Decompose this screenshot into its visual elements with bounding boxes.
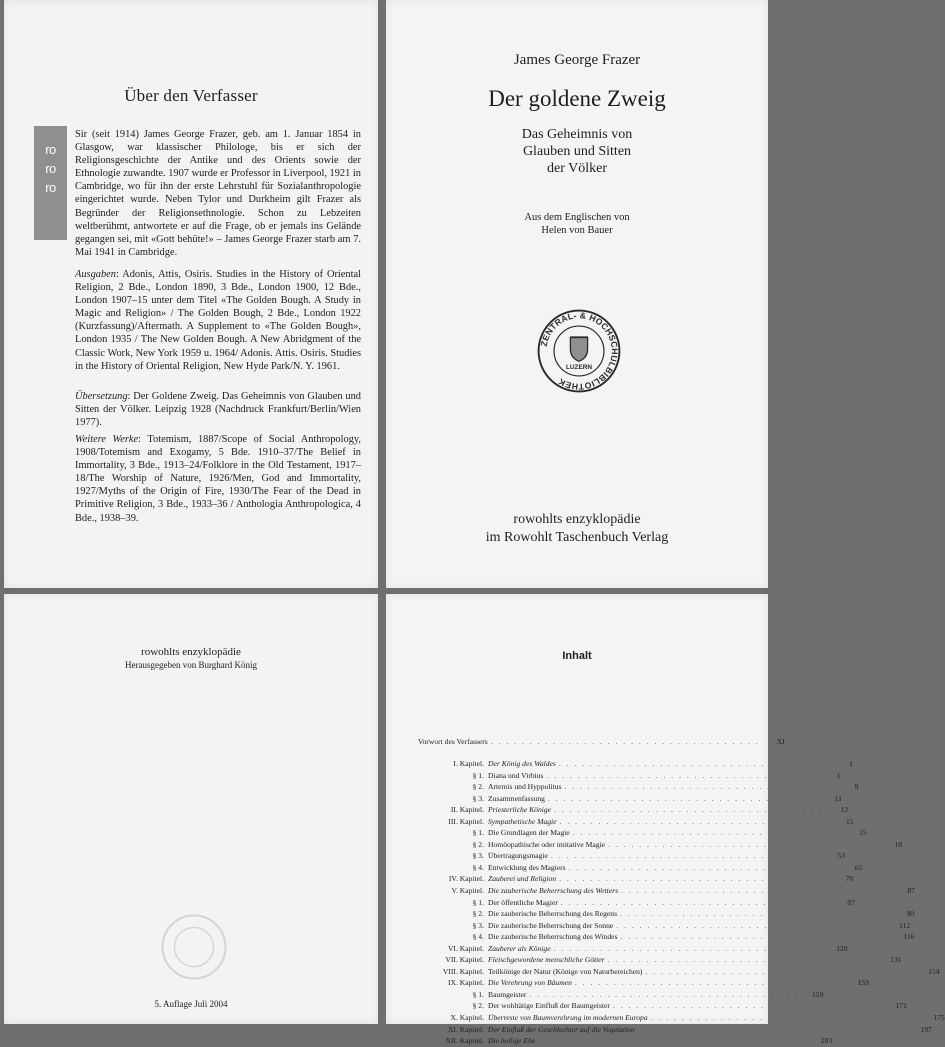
toc-leader: . . . . . . . . . . . . . . . . . . . . . . . . . . . . . . . . . . .: [612, 1001, 882, 1011]
translation-paragraph: [75, 390, 361, 429]
author-biography: Sir (seit 1914) James George Frazer, geb. am 1. Januar 1854 in Glasgow, war klassischer Philologe, bis er sich der Religionsgeschichte der Antike und des Orients sowie der Ethnologie zuwandte. 1907 wurde er Professor in Liverpool, 1921 in Cambridge, wo für ihn der erste Lehrstuhl für Sozialanthropologie eingerichtet wurde. Neben Tylor und Durkheim gilt Frazer als Begründer der Religionsethnologie. Schon zu Lebzeiten weltberühmt, antwortete er auf die Frage, ob er jemals ins Gelände gegangen sei, mit «Gott behüte!» – James George Frazer starb am 7. Mai 1941 in Cambridge.: [75, 129, 361, 258]
toc-entry-label: § 2.: [472, 782, 484, 792]
toc-entry-title: Artemis und Hyppolitus: [488, 782, 562, 792]
toc-entry-title: Überreste von Baumverehrung im modernen Europa: [488, 1013, 648, 1023]
toc-leader: . . . . . . . . . . . . . . . . . . . . . . . . . . . . . . . . . . .: [546, 770, 816, 780]
page-about-author: [4, 0, 378, 588]
publisher-line: im Rowohlt Taschenbuch Verlag: [485, 530, 669, 545]
toc-leader: . . . . . . . . . . . . . . . . . . . . . . . . . . . . . . . . . . .: [620, 932, 890, 942]
toc-entry-title: Übertragungsmagie: [488, 851, 548, 861]
toc-entry-page: 203: [820, 1036, 833, 1046]
toc-entry-page: 53: [837, 851, 845, 861]
editions-paragraph: [75, 268, 361, 373]
toc-entry-title: Diana und Virbius: [488, 770, 544, 780]
toc-leader: . . . . . . . . . . . . . . . . . . . . . . . . . . . . . . . . . . .: [608, 839, 878, 849]
toc-entry-label: § 1.: [472, 897, 484, 907]
toc-entry[interactable]: [418, 1035, 833, 1047]
toc-entry-label: III. Kapitel.: [448, 816, 484, 826]
toc-leader: . . . . . . . . . . . . . . . . . . . . . . . . . . . . . . . . . . .: [574, 978, 844, 988]
toc-entry-label: § 4.: [472, 862, 484, 872]
toc-leader: . . . . . . . . . . . . . . . . . . . . . . . . . . . . . . . . . . .: [607, 955, 877, 965]
toc-entry-label: VI. Kapitel.: [447, 943, 484, 953]
toc-entry-page: 1: [836, 770, 841, 780]
toc-entry[interactable]: [418, 804, 849, 816]
toc-entry-title: Der Einfluß der Geschlechter auf die Vegetation: [488, 1024, 635, 1034]
toc-preface-title: Vorwort des Verfassers: [418, 737, 488, 746]
library-stamp: [536, 308, 622, 394]
toc-entry-label: § 1.: [472, 989, 484, 999]
toc-entry-label: VIII. Kapitel.: [442, 966, 484, 976]
toc-entry[interactable]: [418, 897, 855, 909]
stamp-ring-text: ZENTRAL- & HOCHSCHULBIBLIOTHEK: [538, 310, 620, 392]
toc-entry-label: § 1.: [472, 828, 484, 838]
toc-entry-title: Homöopathische oder imitative Magie: [488, 839, 606, 849]
toc-entry-title: Zauberer als Könige: [488, 943, 551, 953]
toc-entry-label: § 4.: [472, 932, 484, 942]
toc-preface-row[interactable]: [418, 737, 785, 746]
publisher: [386, 511, 768, 547]
toc-leader: . . . . . . . . . . . . . . . . . . . . . . . . . . . . . . . . . . .: [529, 989, 799, 999]
toc-entry-title: Die Verehrung von Bäumen: [488, 978, 572, 988]
toc-entry-page: 12: [840, 805, 849, 815]
toc-entry-page: 159: [812, 989, 824, 999]
toc-entry-page: 87: [847, 897, 855, 907]
toc-entry-label: II. Kapitel.: [450, 805, 484, 815]
toc-entry-page: 11: [834, 793, 842, 803]
book-title: Der goldene Zweig: [488, 86, 666, 111]
toc-leader: . . . . . . . . . . . . . . . . . . . . . . . . . . . . . . . . . . .: [558, 759, 828, 768]
toc-entry-title: Der König des Waldes: [488, 759, 556, 768]
toc-entry-title: Der wohltätige Einfluß der Baumgeister: [488, 1001, 610, 1011]
toc-entry[interactable]: [418, 850, 845, 862]
toc-entry[interactable]: [418, 931, 915, 943]
toc-entry[interactable]: [418, 977, 869, 989]
toc-entry-label: § 3.: [472, 920, 484, 930]
toc-entry-title: Die zauberische Beherrschung des Wetters: [488, 886, 619, 896]
toc-entry-label: V. Kapitel.: [451, 886, 484, 896]
toc-entry-label: § 2.: [472, 909, 484, 919]
toc-entry-page: 159: [857, 978, 869, 988]
toc-entry[interactable]: [418, 793, 842, 805]
toc-entry[interactable]: [418, 827, 867, 839]
toc-entry-title: Die Grundlagen der Magie: [488, 828, 570, 838]
toc-leader: . . . . . . . . . . . . . . . . . . . . . . . . . . . . . . . . . . .: [553, 943, 823, 953]
series-editor: Herausgegeben von Burghard König: [124, 660, 258, 670]
toc-entry-page: 90: [906, 909, 915, 919]
works-text: : Totemism, 1887/Scope of Social Anthropology, 1908/Totemism and Exogamy, 5 Bde. 1910–37/The Belief in Immortality, 3 Bde., 1913–24/Folklore in the Old Testament, 1917–18/The Worship of Nature, 1926/Men, God and Immortality, 1927/Myths of the Origin of Fire, 1930/The Fear of the Dead in Primitive Religion, 3 Bde., 1933–36 / Anthologia Anthropologica, 4 Bde., 1938–39.: [75, 434, 361, 524]
toc-entry[interactable]: [418, 943, 848, 955]
toc-entry-page: 87: [907, 886, 916, 896]
toc-leader: . . . . . . . . . . . . . . . . . . . . . . . . . . . . . . . . . . .: [559, 874, 829, 884]
toc-entry-page: 18: [894, 839, 903, 849]
toc-entry-page: 154: [928, 966, 940, 976]
toc-entry-title: Entwicklung des Magiers: [488, 862, 566, 872]
logo-line: ro: [45, 180, 56, 195]
translator-line: Helen von Bauer: [541, 225, 613, 236]
publisher-line: rowohlts enzyklopädie: [513, 512, 641, 527]
toc-entry-label: IV. Kapitel.: [448, 874, 484, 884]
edition-note: 5. Auflage Juli 2004: [154, 999, 228, 1009]
toc-entry[interactable]: [418, 1000, 907, 1012]
works-paragraph: [75, 433, 361, 525]
toc-entry-title: Zusammenfassung: [488, 793, 545, 803]
subtitle-line: Das Geheimnis von: [521, 127, 633, 142]
rororo-logo: [34, 126, 67, 240]
page-contents: [386, 594, 945, 1046]
toc-entry[interactable]: [418, 839, 903, 851]
about-heading: Über den Verfasser: [124, 86, 258, 105]
works-label: Weitere Werke: [75, 434, 139, 445]
toc-entry-title: Die zauberische Beherrschung des Windes: [488, 932, 618, 942]
toc-entry-title: Der öffentliche Magier: [488, 897, 558, 907]
toc-entry-page: 120: [836, 943, 848, 953]
toc-leader: . . . . . . . . . . . . . . . . . . . . . . . . . . . . . . . . . . .: [650, 1013, 920, 1023]
toc-leader: . . . . . . . . . . . . . . . . . . . . . . . . . . . . . . . . . . .: [620, 909, 890, 919]
page-series: [4, 594, 378, 1024]
toc-entry-title: Priesterliche Könige: [488, 805, 552, 815]
toc-leader: . . . . . . . . . . . . . . . . . . . . . . . . . . . . . . . . . . .: [554, 805, 824, 815]
editions-label: Ausgaben: [75, 269, 116, 280]
subtitle-line: der Völker: [547, 161, 607, 176]
translation-label: Übersetzung: [75, 391, 128, 402]
page-title: [386, 0, 768, 588]
toc-entry-label: § 2.: [472, 1001, 484, 1011]
toc-entry-label: VII. Kapitel.: [445, 955, 484, 965]
toc-entry-title: Fleischgewordene menschliche Götter: [488, 955, 605, 965]
stamp-center-text: LUZERN: [565, 364, 593, 372]
toc-entry-title: Die zauberische Beherrschung der Sonne: [488, 920, 614, 930]
toc-entry-page: 171: [895, 1001, 907, 1011]
toc-entry[interactable]: [418, 966, 940, 978]
series-name: rowohlts enzyklopädie: [141, 646, 241, 658]
toc-leader: . . . . . . . . . . . . . . . . . . . . . . . . . . . . . . . . . . .: [645, 966, 915, 976]
toc-entry[interactable]: [418, 770, 841, 782]
toc-entry-page: 175: [933, 1013, 945, 1023]
toc-entry-page: 15: [859, 828, 867, 838]
toc-entry-page: 15: [845, 816, 854, 826]
toc-entry[interactable]: [418, 1012, 945, 1024]
logo-line: ro: [45, 161, 56, 176]
toc-entry-page: 112: [899, 920, 911, 930]
toc-entry-title: Die zauberische Beherrschung des Regens: [488, 909, 618, 919]
toc-leader: . . . . . . . . . . . . . . . . . . . . . . . . . . . . . . . . . . .: [637, 1024, 907, 1034]
faint-stamp-imprint: [159, 912, 229, 982]
translation-text: : Der Goldene Zweig. Das Geheimnis von Glauben und Sitten der Völker. Leipzig 1928 (Nachdruck Frankfurt/Berlin/Wien 1977).: [75, 391, 361, 429]
toc-preface-page: XI: [776, 737, 785, 746]
toc-leader: . . . . . . . . . . . . . . . . . . . . . . . . . . . . . . . . . . .: [547, 793, 817, 803]
editions-text: : Adonis, Attis, Osiris. Studies in the History of Oriental Religion, 2 Bde., London 1890, 3 Bde., London 1900, 12 Bde., London 1907–15 unter dem Titel «The Golden Bough. A Study in Magic and Religion» / The Golden Bough, 2 Bde., London 1922 (Kurzfassung)/Aftermath. A Supplement to «The Golden Bough», London 1935 / The New Golden Bough. A New Abridgment of the Classic Work, New York 1959 u. 1964/ Adonis. Attis. Osiris. Studies in the History of Oriental Religion, New Hyde Park/N. Y. 1961.: [75, 269, 361, 372]
toc-heading: Inhalt: [562, 650, 592, 662]
toc-entry-page: 70: [845, 874, 854, 884]
toc-entry-label: § 3.: [472, 793, 484, 803]
toc-entry[interactable]: [418, 908, 915, 920]
toc-leader: . . . . . . . . . . . . . . . . . . . . . . . . . . . . . . . . . . .: [559, 816, 829, 826]
author-name: James George Frazer: [513, 52, 641, 68]
toc-entry-label: § 1.: [472, 770, 484, 780]
toc-entry-title: Sympathetische Magie: [488, 816, 557, 826]
toc-leader: . . . . . . . . . . . . . . . . . . . . . . . . . . . . . . . . . . .: [560, 897, 830, 907]
toc-entry-title: Baumgeister: [488, 989, 527, 999]
toc-entry[interactable]: [418, 954, 902, 966]
toc-leader: . . . . . . . . . . . . . . . . . . . . . . . . . . . . . . . . . . .: [616, 920, 886, 930]
subtitle-line: Glauben und Sitten: [522, 144, 632, 159]
toc-list: [418, 758, 945, 1047]
toc-entry[interactable]: [418, 758, 853, 770]
toc-entry[interactable]: [418, 816, 854, 828]
toc-entry-title: Zauberei und Religion: [488, 874, 557, 884]
toc-entry[interactable]: [418, 1024, 932, 1036]
toc-entry[interactable]: [418, 862, 863, 874]
toc-entry-label: XII. Kapitel.: [445, 1036, 484, 1046]
toc-entry-page: 197: [920, 1024, 932, 1034]
toc-leader: . . . . . . . . . . . . . . . . . . . . . . . . . . . . . . . . . . .: [538, 1036, 808, 1046]
toc-entry-page: 65: [855, 862, 863, 872]
toc-leader: . . . . . . . . . . . . . . . . . . . . . . . . . . . . . . . . . . .: [550, 851, 820, 861]
toc-entry-title: Teilkönige der Natur (Könige von Naturbereichen): [488, 966, 643, 976]
toc-leader: . . . . . . . . . . . . . . . . . . . . . . . . . . . . . . . . . . .: [621, 886, 891, 896]
translator-credit: [386, 211, 768, 237]
logo-line: ro: [45, 142, 56, 157]
toc-entry-page: 116: [903, 932, 915, 942]
toc-entry-label: X. Kapitel.: [450, 1013, 484, 1023]
toc-entry[interactable]: [418, 989, 824, 1001]
toc-entry[interactable]: [418, 781, 859, 793]
toc-entry-title: Die heilige Ehe: [488, 1036, 536, 1046]
toc-entry-label: § 2.: [472, 839, 484, 849]
toc-leader: . . . . . . . . . . . . . . . . . . . . . . . . . . . . . . . . . . .: [568, 862, 838, 872]
series-info: [4, 646, 378, 672]
toc-entry-label: XI. Kapitel.: [447, 1024, 484, 1034]
toc-entry-page: 131: [890, 955, 902, 965]
toc-entry-page: 1: [849, 759, 853, 768]
toc-entry[interactable]: [418, 920, 911, 932]
toc-entry-label: I. Kapitel.: [453, 759, 484, 768]
translator-line: Aus dem Englischen von: [524, 212, 630, 223]
book-subtitle: [386, 126, 768, 177]
toc-entry-label: IX. Kapitel.: [447, 978, 484, 988]
toc-entry[interactable]: [418, 885, 916, 897]
toc-leader: . . . . . . . . . . . . . . . . . . . . . . . . . . . . . . . . . . .: [572, 828, 842, 838]
toc-leader: . . . . . . . . . . . . . . . . . . . . . . . . . . . . . . . . . . .: [490, 737, 760, 746]
toc-entry-page: 9: [854, 782, 859, 792]
toc-leader: . . . . . . . . . . . . . . . . . . . . . . . . . . . . . . . . . . .: [564, 782, 834, 792]
toc-entry-label: § 3.: [472, 851, 484, 861]
toc-entry[interactable]: [418, 873, 854, 885]
coat-of-arms-icon: [570, 337, 587, 361]
